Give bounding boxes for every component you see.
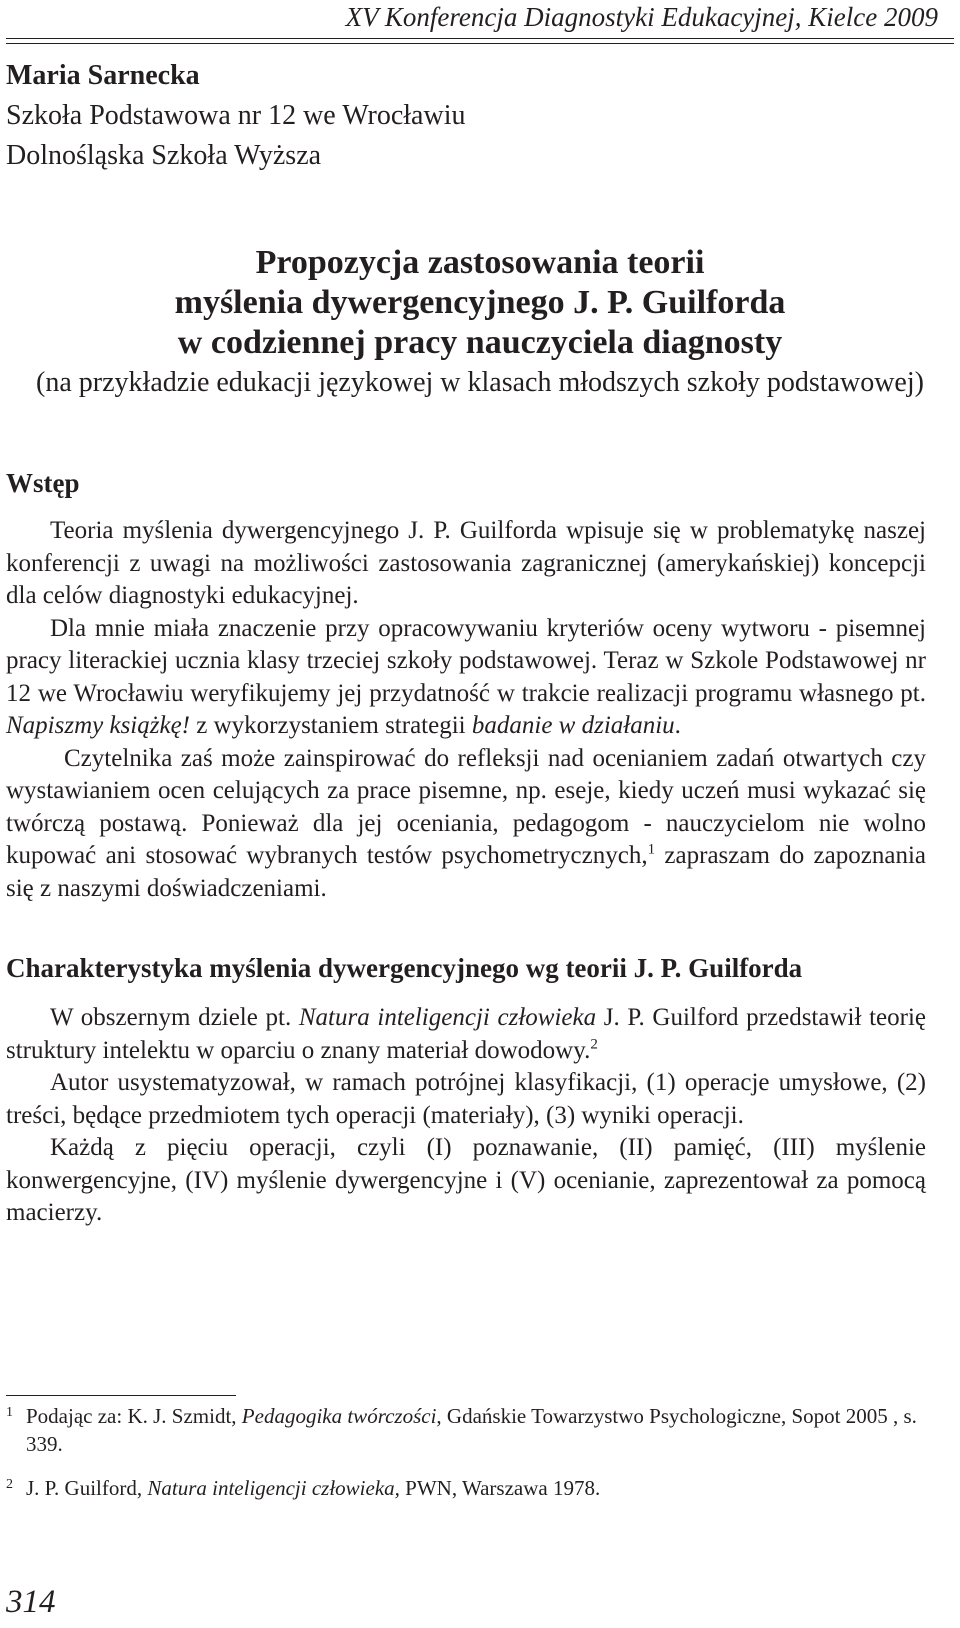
article-subtitle: (na przykładzie edukacji językowej w klasach młodszych szkoły podstawowej) bbox=[36, 367, 924, 398]
title-line: w codziennej pracy nauczyciela diagnosty bbox=[177, 324, 783, 361]
footnote-number: 2 bbox=[6, 1477, 13, 1492]
header-rule-thick bbox=[6, 43, 954, 44]
section-heading: Charakterystyka myślenia dywergencyjnego wg teorii J. P. Guilforda bbox=[6, 953, 803, 983]
footnotes bbox=[6, 1402, 926, 1518]
book-title: Natura inteligencji człowieka, bbox=[147, 1476, 400, 1500]
paragraph bbox=[6, 613, 926, 743]
program-title: Napiszmy książkę! bbox=[6, 712, 190, 739]
footnote-rule bbox=[6, 1395, 236, 1396]
paragraph-text: . bbox=[674, 712, 681, 739]
paragraph-text: Dla mnie miała znaczenie przy opracowywaniu kryteriów oceny wytworu - pisemnej pracy literackiej ucznia klasy trzeciej szkoły podstawowej. Teraz w Szkole Podstawowej nr 12 we Wrocławiu weryfikujemy jej przydatność w trakcie realizacji programu własnego pt. bbox=[6, 614, 926, 707]
section-heading: Wstęp bbox=[6, 468, 80, 498]
paragraph-text: zapraszam do zapoznania się z naszymi doświadczeniami. bbox=[6, 842, 926, 902]
paragraph-text: W obszernym dziele pt. bbox=[50, 1004, 299, 1031]
title-line: Propozycja zastosowania teorii bbox=[255, 244, 705, 281]
strategy-name: badanie w działaniu bbox=[471, 712, 675, 739]
paragraph bbox=[6, 743, 926, 906]
footnote-ref[interactable]: 2 bbox=[590, 1036, 598, 1053]
footnote-text: PWN, Warszawa 1978. bbox=[399, 1476, 601, 1500]
author-block bbox=[6, 56, 465, 176]
author-affiliation: Dolnośląska Szkoła Wyższa bbox=[6, 140, 322, 171]
author-affiliation: Szkoła Podstawowa nr 12 we Wrocławiu bbox=[6, 100, 466, 131]
paragraph: Każdą z pięciu operacji, czyli (I) poznawanie, (II) pamięć, (III) myślenie konwergencyjne, (IV) myślenie dywergencyjne i (V) ocenianie, zaprezentował za pomocą macierzy. bbox=[6, 1134, 926, 1226]
article-title bbox=[0, 243, 960, 401]
footnote-text: Podając za: K. J. Szmidt, bbox=[26, 1404, 242, 1428]
paragraph: Autor usystematyzował, w ramach potrójnej klasyfikacji, (1) operacje umysłowe, (2) treści, będące przedmiotem tych operacji (materiały), (3) wyniki operacji. bbox=[6, 1069, 926, 1129]
footnote-number: 1 bbox=[6, 1405, 13, 1420]
running-header: XV Konferencja Diagnostyki Edukacyjnej, Kielce 2009 bbox=[345, 2, 938, 32]
paragraph-text: Teoria myślenia dywergencyjnego J. P. Guilforda wpisuje się w problematykę naszej konferencji z uwagi na możliwości zastosowania zagranicznej (amerykańskiej) koncepcji dla celów diagnostyki edukacyjnej. bbox=[6, 517, 926, 609]
section-body bbox=[6, 1002, 926, 1230]
book-title: Pedagogika twórczości bbox=[241, 1404, 437, 1428]
footnote-ref[interactable]: 1 bbox=[647, 841, 656, 858]
paragraph-text: z wykorzystaniem strategii bbox=[190, 712, 472, 739]
title-line: myślenia dywergencyjnego J. P. Guilforda bbox=[174, 284, 786, 321]
footnote bbox=[6, 1474, 926, 1502]
footnote bbox=[6, 1402, 926, 1458]
paragraph bbox=[6, 1002, 926, 1067]
paragraph-text: Czytelnika zaś może zainspirować do refleksji nad ocenianiem zadań otwartych czy wystawianiem ocen celujących za prace pisemne, np. eseje, kiedy uczeń musi wykazać się twórczą postawą. Ponieważ dla jej oceniania, pedagogom - nauczycielom nie wolno kupować ani stosować wybranych testów psychometrycznych, bbox=[6, 744, 926, 869]
footnote-text: J. P. Guilford, bbox=[26, 1476, 148, 1500]
paragraph bbox=[6, 515, 926, 613]
page-number: 314 bbox=[6, 1584, 56, 1620]
footnote-text: , Gdańskie Towarzystwo Psychologiczne, Sopot 2005 , s. 339. bbox=[26, 1404, 917, 1456]
section-body bbox=[6, 515, 926, 905]
header-rule-thin bbox=[6, 38, 954, 39]
paragraph-text: J. P. Guilford przedstawił teorię struktury intelektu w oparciu o znany materiał dowodowy. bbox=[6, 1004, 926, 1064]
author-name: Maria Sarnecka bbox=[6, 60, 200, 91]
book-title: Natura inteligencji człowieka bbox=[298, 1004, 597, 1031]
